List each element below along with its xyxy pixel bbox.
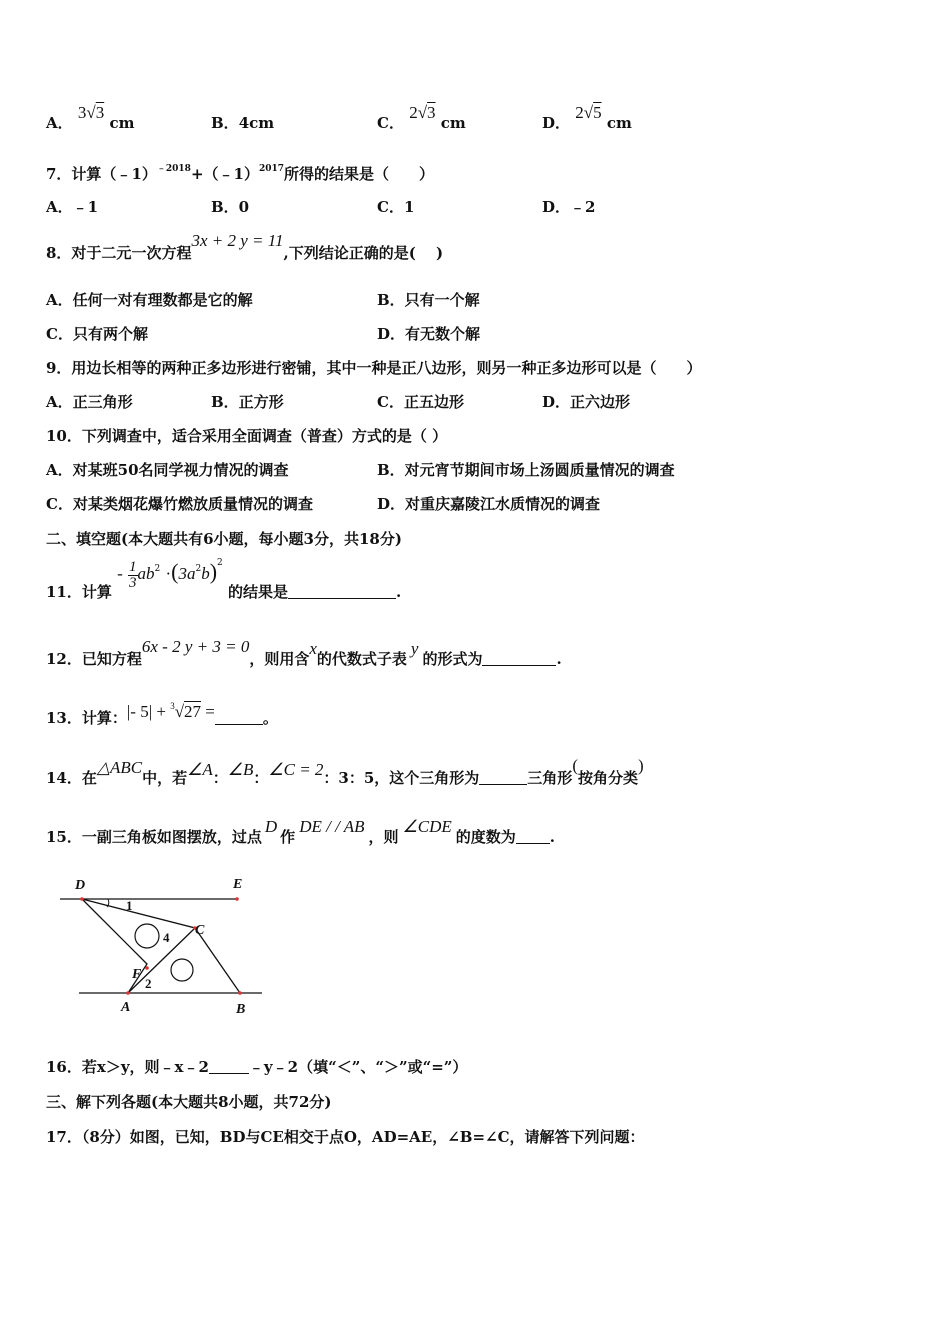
- q6-d-letter: D．: [542, 114, 571, 132]
- q12-stem: [46, 637, 562, 669]
- q14-stem-e: 按角分类: [577, 769, 638, 787]
- q14-answer-blank[interactable]: [479, 770, 527, 785]
- q12-stem-b: ，则用含: [249, 650, 310, 668]
- q14-angle-c: ∠C = 2: [268, 760, 324, 779]
- point-a-dot: [126, 991, 130, 995]
- q15-end: .: [549, 828, 556, 846]
- q15-stem-c: ，则: [368, 828, 399, 846]
- q10-option-b: B．对元宵节期间市场上汤圆质量情况的调查: [377, 461, 675, 479]
- q11-inner: 3a: [178, 564, 196, 583]
- point-e-dot: [235, 897, 239, 901]
- label-4: 4: [163, 930, 170, 945]
- q13-expr-b: =: [201, 702, 215, 721]
- q10-option-a: A．对某班50名同学视力情况的调查: [46, 461, 289, 479]
- q9-option-b: B．正方形: [211, 393, 284, 411]
- q15-stem-d: 的度数为: [455, 828, 516, 846]
- q11-answer-blank[interactable]: [288, 584, 396, 599]
- label-f: F: [132, 967, 142, 982]
- q6-c-rad: 3: [427, 103, 436, 122]
- q8-option-b: B．只有一个解: [377, 291, 480, 309]
- q6-option-a: [46, 103, 135, 133]
- q15-parallel: DE / / AB: [299, 817, 365, 836]
- triangle-hole-2: [171, 959, 193, 981]
- section-2-heading: 二、填空题(本大题共有6小题，每小题3分，共18分): [46, 530, 402, 548]
- q13-root-index: 3: [170, 701, 175, 711]
- q13-stem: [46, 701, 278, 728]
- q15-answer-blank[interactable]: [516, 829, 550, 844]
- q6-a-unit: cm: [109, 114, 135, 132]
- section-3-heading: 三、解下列各题(本大题共8小题，共72分): [46, 1093, 332, 1111]
- label-d: D: [75, 878, 86, 893]
- q6-d-unit: cm: [606, 114, 632, 132]
- q6-d-rad: 5: [593, 103, 602, 122]
- q14-stem-d: 三角形: [527, 769, 573, 787]
- q14-angle-a: ∠A: [187, 760, 213, 779]
- q15-point-d: D: [264, 817, 278, 836]
- q13-end: 。: [262, 709, 278, 727]
- label-1: 1: [126, 898, 133, 913]
- q6-option-d: [542, 103, 632, 133]
- q12-equation: 6x - 2 y + 3 = 0: [141, 637, 250, 656]
- q7-option-a: A．﹣1: [46, 198, 99, 216]
- point-b-dot: [238, 991, 242, 995]
- q15-stem: [46, 817, 556, 847]
- q15-stem-a: 15．一副三角板如图摆放，过点: [46, 828, 262, 846]
- q7-stem-b: +（﹣1）: [190, 165, 259, 183]
- q9-option-a: A．正三角形: [46, 393, 133, 411]
- q11-minus: -: [117, 564, 123, 583]
- q11-dot: ·: [165, 564, 172, 583]
- q6-a-rad: 3: [95, 103, 105, 122]
- q7-option-d: D．﹣2: [542, 198, 596, 216]
- q14-triangle: △ABC: [96, 758, 143, 777]
- q6-a-radical: 3√3: [77, 103, 105, 122]
- line-ac: [128, 928, 195, 993]
- q14-angle-b: ∠B: [227, 760, 254, 779]
- q11-outer-exp: 2: [217, 558, 223, 568]
- q16-stem: [46, 1056, 467, 1077]
- q8-equation: 3x + 2 y = 11: [191, 231, 284, 250]
- q6-c-radical: 2√3: [409, 103, 436, 122]
- q6-c-letter: C．: [377, 114, 404, 132]
- q14-stem-c: ：3：5，这个三角形为: [323, 769, 480, 787]
- label-2: 2: [145, 976, 152, 991]
- q8-stem: [46, 231, 444, 263]
- q9-stem: 9．用边长相等的两种正多边形进行密铺，其中一种是正八边形，则另一种正多边形可以是（ ）: [46, 359, 702, 377]
- q7-exp2: 2017: [258, 164, 285, 174]
- q12-end: .: [556, 650, 562, 668]
- q14-paren-right: ): [638, 756, 644, 775]
- q14-colon-2: ：: [253, 769, 269, 787]
- q14-colon-1: ：: [212, 769, 228, 787]
- q13-answer-blank[interactable]: [215, 710, 263, 725]
- q13-expr-a: |- 5| +: [126, 702, 171, 721]
- q12-stem-d: 的形式为: [422, 650, 483, 668]
- q8-option-a: A．任何一对有理数都是它的解: [46, 291, 253, 309]
- q10-stem: 10．下列调查中，适合采用全面调查（普查）方式的是（ ）: [46, 427, 448, 445]
- q11-stem-b: 的结果是: [228, 583, 289, 601]
- q7-option-c: C．1: [377, 198, 415, 216]
- q14-stem: [46, 756, 644, 788]
- q8-stem-a: 8．对于二元一次方程: [46, 244, 192, 262]
- q10-option-d: D．对重庆嘉陵江水质情况的调查: [377, 495, 601, 513]
- q10-option-c: C．对某类烟花爆竹燃放质量情况的调查: [46, 495, 313, 513]
- q12-stem-c: 的代数式子表: [316, 650, 407, 668]
- q7-stem-c: 所得的结果是（ ）: [284, 165, 435, 183]
- point-f-dot: [145, 966, 149, 970]
- label-a: A: [121, 1000, 131, 1015]
- q14-paren-left: (: [572, 756, 578, 775]
- q6-c-unit: cm: [440, 114, 466, 132]
- q13-stem-text: 13．计算：: [46, 709, 127, 727]
- label-e: E: [233, 877, 243, 892]
- triangle-figure: [55, 868, 280, 1020]
- q11-stem: [46, 558, 402, 601]
- q16-stem-b: ﹣y﹣2（填“＜”、“＞”或“=”）: [248, 1058, 468, 1076]
- q7-stem: [46, 161, 434, 184]
- q12-var-y: y: [410, 639, 419, 658]
- q11-end: .: [396, 583, 402, 601]
- q8-option-d: D．有无数个解: [377, 325, 481, 343]
- q15-stem-b: 作: [280, 828, 296, 846]
- q11-sq1: 2: [154, 564, 161, 574]
- q11-fraction: [128, 560, 138, 591]
- q9-option-d: D．正六边形: [542, 393, 631, 411]
- q11-stem-a: 11．计算: [46, 583, 112, 601]
- q13-radicand: 27: [184, 702, 202, 721]
- q11-paren-right: ): [209, 559, 218, 584]
- q15-angle: ∠CDE: [402, 817, 452, 836]
- q6-b-letter: B．: [211, 114, 239, 132]
- q6-option-b: [211, 112, 274, 133]
- q6-d-coef: 2: [575, 103, 584, 122]
- label-c: C: [195, 923, 205, 938]
- q8-option-c: C．只有两个解: [46, 325, 148, 343]
- q11-sq2: 2: [195, 564, 202, 574]
- q6-c-coef: 2: [409, 103, 418, 122]
- q7-stem-a: 7．计算（﹣1）: [46, 165, 157, 183]
- q14-stem-a: 14．在: [46, 769, 97, 787]
- q11-term1: ab: [137, 564, 155, 583]
- q8-stem-b: ,下列结论正确的是( ): [283, 244, 444, 262]
- q6-a-coef: 3: [77, 103, 87, 122]
- q7-option-b: B．0: [211, 198, 250, 216]
- q7-exp1: ﹣2018: [156, 164, 191, 174]
- q6-d-radical: 2√5: [575, 103, 602, 122]
- q17-stem: 17．（8分）如图，已知，BD与CE相交于点O，AD=AE，∠B=∠C，请解答下列问题：: [46, 1128, 645, 1146]
- q11-denominator: 3: [129, 574, 137, 591]
- q6-option-c: [377, 103, 466, 133]
- q12-answer-blank[interactable]: [482, 651, 556, 666]
- q13-expression: |- 5| + $^3$√27 =: [126, 701, 215, 721]
- point-d-dot: [80, 897, 84, 901]
- q12-stem-a: 12．已知方程: [46, 650, 142, 668]
- q14-stem-b: 中，若: [142, 769, 188, 787]
- q11-inner-b: b: [201, 564, 210, 583]
- q16-stem-a: 16．若x＞y，则﹣x﹣2: [46, 1058, 209, 1076]
- q6-b-text: 4cm: [238, 114, 275, 132]
- label-b: B: [236, 1002, 246, 1017]
- q6-a-letter: A．: [46, 114, 73, 132]
- q9-option-c: C．正五边形: [377, 393, 464, 411]
- q11-paren-left: (: [171, 559, 179, 584]
- q16-answer-blank[interactable]: [209, 1059, 249, 1074]
- triangle-hole-1: [135, 924, 159, 948]
- q12-var-x: x: [309, 639, 317, 658]
- triangle-dcb: [82, 899, 240, 993]
- q11-numerator: 1: [129, 558, 137, 575]
